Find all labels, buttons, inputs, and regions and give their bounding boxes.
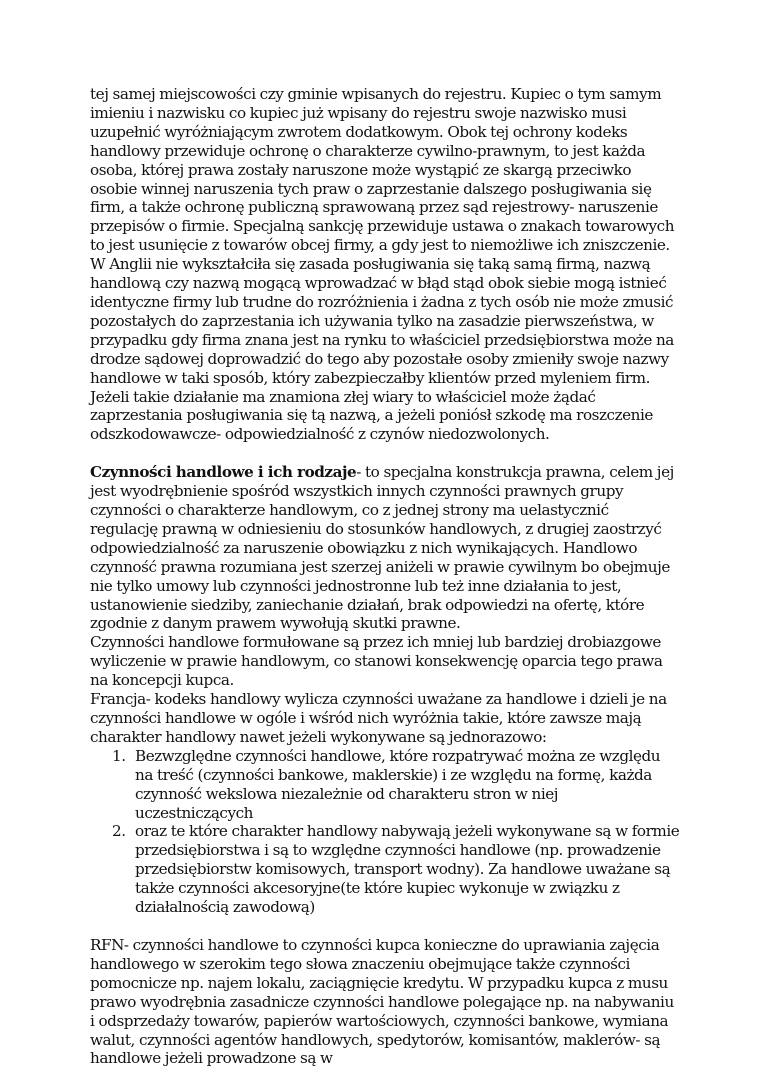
paragraph-firm-protection: tej samej miejscowości czy gminie wpisanych do rejestru. Kupiec o tym samym imieniu i nazwisku co kupiec już wpisany do rejestru swoje nazwisko musi uzupełnić wyróżniającym zwrotem dodatkowym. Obok tej ochrony kodeks handlowy przewiduje ochronę o charakterze cywilno-prawnym, to jest każda osoba, której prawa zostały naruszone może wystąpić ze skargą przeciwko osobie winnej naruszenia tych praw o zaprzestanie dalszego posługiwania się firm, a także ochronę publiczną sprawowaną przez sąd rejestrowy- naruszenie przepisów o firmie. Specjalną sankcję przewiduje ustawa o znakach towarowych to jest usunięcie z towarów obcej firmy, a gdy jest to niemożliwe ich zniszczenie. W Anglii nie wykształciła się zasada posługiwania się taką samą firmą, nazwą handlową czy nazwą mogącą wprowadzać w błąd stąd obok siebie mogą istnieć identyczne firmy lub trudne do rozróżnienia i żadna z tych osób nie może zmusić pozostałych do zaprzestania ich używania tylko na zasadzie pierwszeństwa, w przypadku gdy firma znana jest na rynku to właściciel przedsiębiorstwa może na drodze sądowej doprowadzić do tego aby pozostałe osoby zmieniły swoje nazwy handlowe w taki sposób, który zabezpieczałby klientów przed myleniem firm. Jeżeli takie działanie ma znamiona złej wiary to właściciel może żądać zaprzestania posługiwania się tą nazwą, a jeżeli poniósł szkodę ma roszczenie odszkodowawcze- odpowiedzialność z czynów niedozwolonych. [90, 85, 675, 444]
paragraph-gap [90, 444, 680, 463]
list-item-text: oraz te które charakter handlowy nabywają jeżeli wykonywane są w formie przedsiębiorstwa i są to względne czynności handlowe (np. prowadzenie przedsiębiorstw komisowych, transport wodny). Za handlowe uważane są także czynności akcesoryjne(te które kupiec wykonuje w związku z działalnością zawodową) [135, 822, 680, 917]
paragraph-gap [90, 917, 680, 936]
numbered-list [90, 747, 680, 917]
list-item [90, 822, 680, 917]
list-item [90, 747, 680, 823]
section-intro-text: - to specjalna konstrukcja prawna, celem jej jest wyodrębnienie spośród wszystkich innych czynności prawnych grupy czynności o charakterze handlowym, co z jednej strony ma uelastycznić regulację prawną w odniesieniu do stosunków handlowych, z drugiej zaostrzyć odpowiedzialność za naruszenie obowiązku z nich wynikających. Handlowo czynność prawna rozumiana jest szerzej aniżeli w prawie cywilnym bo obejmuje nie tylko umowy lub czynności jednostronne lub też inne działania to jest, ustanowienie siedziby, zaniechanie działań, brak odpowiedzi na ofertę, które zgodnie z danym prawem wywołują skutki prawne. [90, 463, 674, 633]
paragraph-france: Francja- kodeks handlowy wylicza czynności uważane za handlowe i dzieli je na czynności handlowe w ogóle i wśród nich wyróżnia takie, które zawsze mają charakter handlowy nawet jeżeli wykonywane są jednorazowo: [90, 690, 667, 746]
list-item-number: 2. [112, 822, 126, 841]
paragraph-rfn: RFN- czynności handlowe to czynności kupca konieczne do uprawiania zajęcia handlowego w szerokim tego słowa znaczeniu obejmujące także czynności pomocnicze np. najem lokalu, zaciągnięcie kredytu. W przypadku kupca z musu prawo wyodrębnia zasadnicze czynności handlowe polegające np. na nabywaniu i odsprzedaży towarów, papierów wartościowych, czynności bankowe, wymiana walut, czynności agentów handlowych, spedytorów, komisantów, maklerów- są handlowe jeżeli prowadzone są w [90, 935, 674, 1068]
list-item-number: 1. [112, 746, 126, 765]
paragraph-enumeration: Czynności handlowe formułowane są przez ich mniej lub bardziej drobiazgowe wyliczenie w prawie handlowym, co stanowi konsekwencję oparcia tego prawa na koncepcji kupca. [90, 633, 663, 690]
list-item-text: Bezwzględne czynności handlowe, które rozpatrywać można ze względu na treść (czynności bankowe, maklerskie) i ze względu na formę, każda czynność wekslowa niezależnie od charakteru stron w niej uczestniczących [135, 746, 661, 822]
document-page [90, 85, 680, 1068]
section-heading: Czynności handlowe i ich rodzaje [90, 463, 357, 482]
section-intro-paragraph [90, 463, 680, 633]
